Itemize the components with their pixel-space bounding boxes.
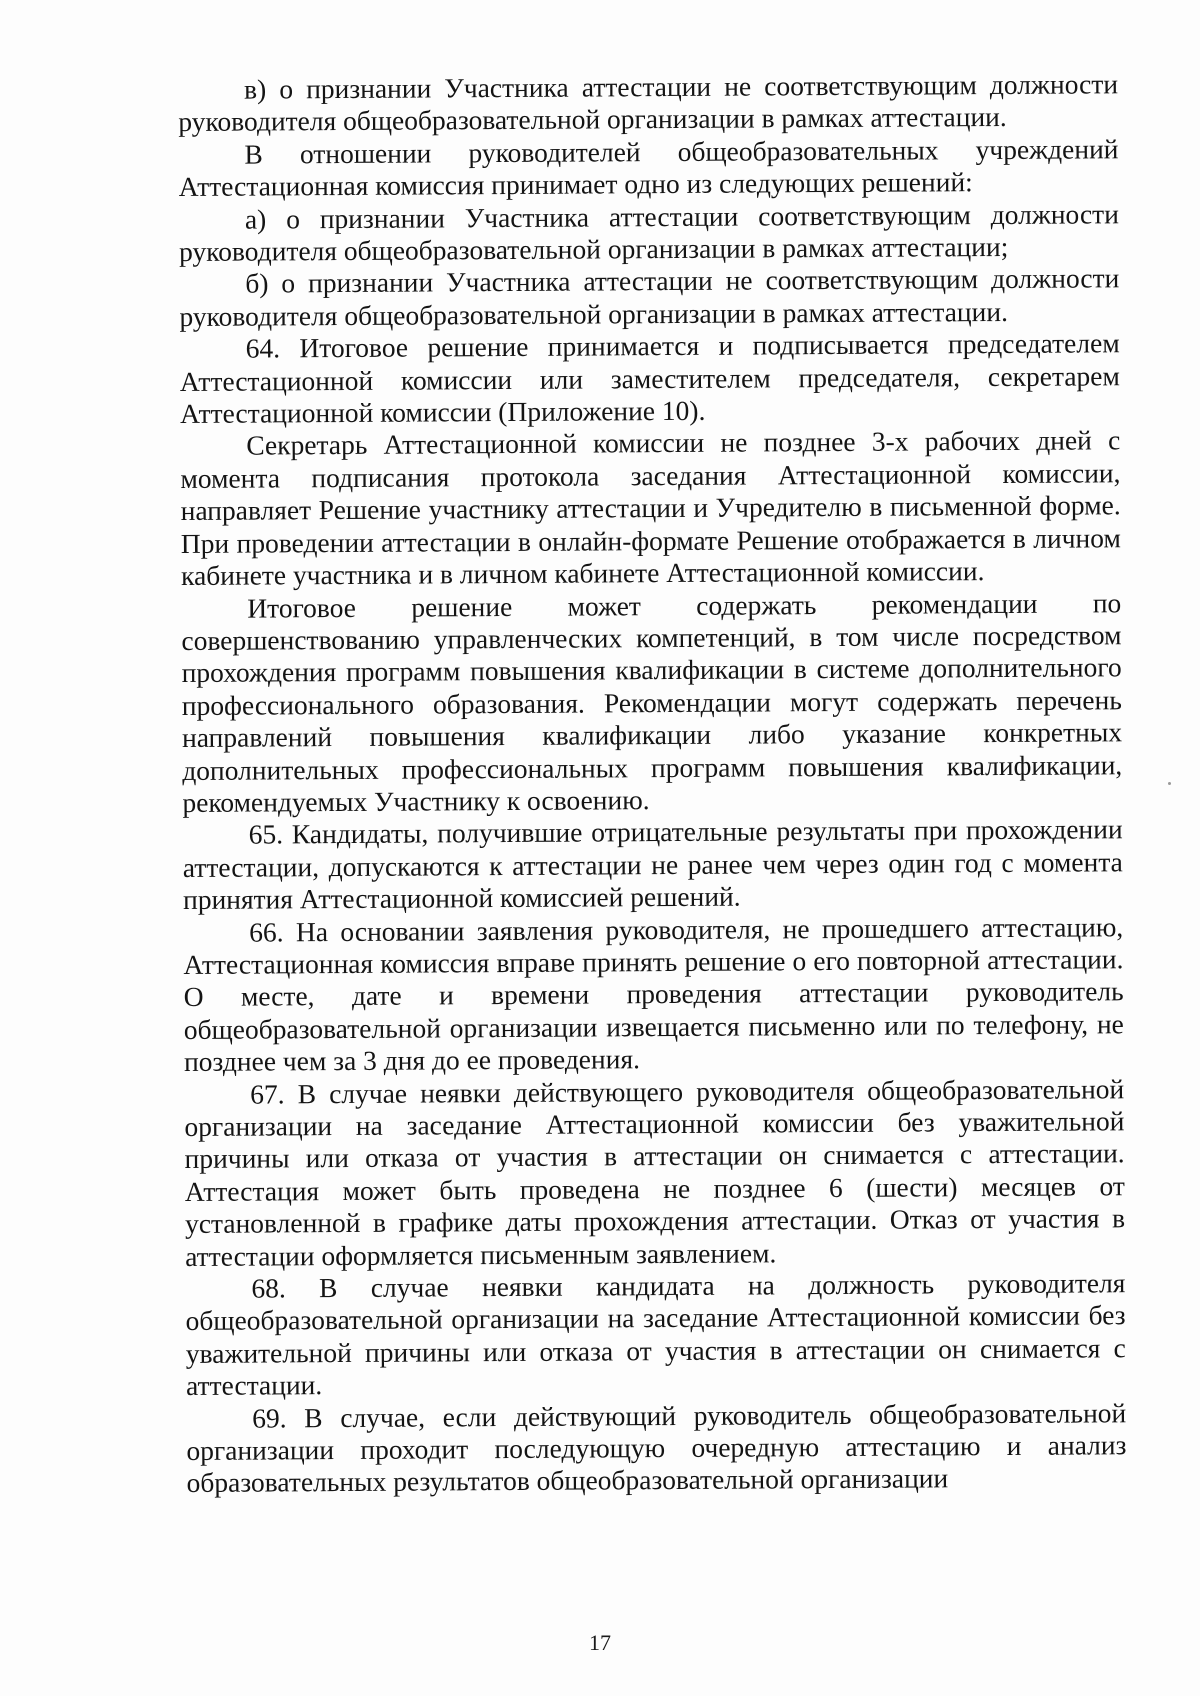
paragraph-item-68: 68. В случае неявки кандидата на должность руководителя общеобразовательной организации на заседание Аттестационной комиссии без уважительной причины или отказа от участия в аттестации он снимается с аттестации. [185,1267,1126,1402]
paragraph-item-64: 64. Итоговое решение принимается и подписывается председателем Аттестационной комиссии или заместителем председателя, секретарем Аттестационной комиссии (Приложение 10). [179,327,1120,430]
document-body [178,68,1127,1500]
paragraph-decision-v: в) о признании Участника аттестации не соответствующим должности руководителя общеобразовательной организации в рамках аттестации. [178,68,1119,138]
paragraph-recommendations: Итоговое решение может содержать рекомендации по совершенствованию управленческих компетенций, в том числе посредством прохождения программ повышения квалификации в системе дополнительного профессионального образования. Рекомендации могут содержать перечень направлений повышения квалификации либо указание конкретных дополнительных профессиональных программ повышения квалификации, рекомендуемых Участнику к освоению. [181,586,1123,818]
paragraph-decision-a: а) о признании Участника аттестации соответствующим должности руководителя общеобразовательной организации в рамках аттестации; [178,197,1119,268]
paragraph-secretary: Секретарь Аттестационной комиссии не позднее 3-х рабочих дней с момента подписания протокола заседания Аттестационной комиссии, направляет Решение участнику аттестации и Учредителю в письменной форме. При проведении аттестации в онлайн-формате Решение отображается в личном кабинете участника и в личном кабинете Аттестационной комиссии. [180,424,1121,592]
paragraph-item-66: 66. На основании заявления руководителя, не прошедшего аттестацию, Аттестационная комиссия вправе принять решение о его повторной аттестации. О месте, дате и времени проведения аттестации руководитель общеобразовательной организации извещается письменно или по телефону, не позднее чем за 3 дня до ее проведения. [183,910,1124,1078]
paragraph-heads-decisions: В отношении руководителей общеобразовательных учреждений Аттестационная комиссия принимает одно из следующих решений: [178,133,1119,203]
paragraph-item-67: 67. В случае неявки действующего руководителя общеобразовательной организации на заседание Аттестационной комиссии без уважительной причины или отказа от участия в аттестации он снимается с аттестации. Аттестация может быть проведена не позднее 6 (шести) месяцев от установленной в графике даты прохождения аттестации. Отказ от участия в аттестации оформляется письменным заявлением. [184,1072,1126,1272]
paragraph-decision-b: б) о признании Участника аттестации не соответствующим должности руководителя общеобразовательной организации в рамках аттестации. [179,262,1120,332]
scan-speck-mark [1168,782,1171,785]
paragraph-item-65: 65. Кандидаты, получившие отрицательные результаты при прохождении аттестации, допускаются к аттестации не ранее чем через один год с момента принятия Аттестационной комиссией решений. [182,813,1123,916]
page-number: 17 [589,1630,611,1655]
paragraph-item-69: 69. В случае, если действующий руководитель общеобразовательной организации проходит последующую очередную аттестацию и анализ образовательных результатов общеобразовательной организации [186,1396,1127,1499]
